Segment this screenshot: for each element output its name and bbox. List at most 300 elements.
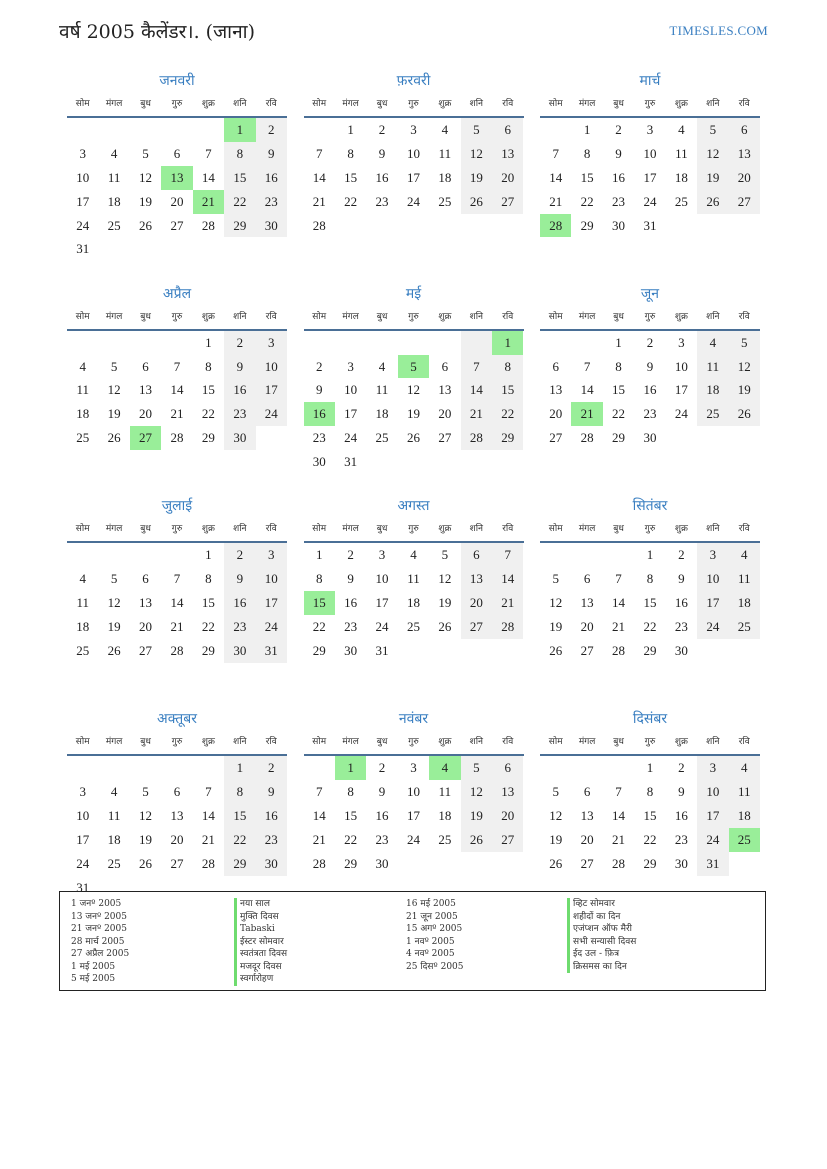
day-cell: 18 [107,831,121,847]
day-cell: 3 [410,122,417,137]
day-cell: 11 [438,783,452,799]
empty-cell [540,118,571,142]
day-cell: 5 [729,331,760,355]
weekday-label: शुक्र [438,311,452,322]
day-cell: 20 [729,166,760,190]
weekday-label: मंगल [578,311,596,322]
day-cell: 6 [583,571,591,587]
day-grid [540,118,760,237]
day-cell: 5 [697,118,728,142]
empty-cell [130,331,161,355]
day-cell: 28 [461,426,492,450]
legend-names-right [567,898,636,973]
weekday-label: मंगल [105,737,123,748]
day-cell: 18 [438,807,452,823]
day-cell: 10 [256,567,287,591]
day-cell: 15 [201,382,215,398]
weekday-label: गुरु [408,737,419,748]
day-cell: 3 [410,760,417,776]
day-cell: 13 [492,780,523,804]
weekday-label: सोम [312,99,327,109]
day-cell: 6 [552,358,559,374]
day-cell: 16 [224,378,255,402]
empty-cell [366,331,397,355]
day-cell: 6 [142,358,149,374]
holiday-date: 16 मई 2005 [406,899,456,909]
day-grid [304,331,524,474]
month-calendar [540,708,760,921]
day-cell: 11 [76,382,89,398]
day-cell: 1 [646,547,654,563]
weekday-label: शनि [706,524,720,535]
empty-cell [98,118,129,142]
day-cell: 30 [312,454,326,470]
day-grid [540,543,760,662]
day-cell: 1 [615,334,622,350]
weekday-label: मंगल [578,99,596,109]
day-cell: 22 [580,193,594,209]
day-cell: 17 [643,169,657,185]
weekday-label: बुध [613,311,624,322]
day-cell: 25 [438,193,452,209]
day-cell: 3 [378,547,386,563]
day-cell: 1 [224,756,255,780]
day-cell: 6 [441,358,449,374]
day-cell: 4 [441,122,449,137]
day-cell: 5 [552,571,559,587]
day-cell: 17 [375,595,389,611]
day-cell: 27 [580,642,594,658]
weekday-label: बुध [140,524,151,535]
day-cell: 18 [438,169,452,185]
day-cell: 6 [142,571,149,587]
day-cell: 23 [344,619,358,635]
day-cell: 6 [173,783,181,799]
day-cell: 29 [201,642,215,658]
day-cell: 5 [441,547,449,563]
weekday-label: गुरु [171,311,183,322]
day-cell: 23 [674,831,688,847]
day-cell: 23 [375,831,389,847]
holiday-name: स्वतंत्रता दिवस [234,948,287,961]
day-cell: 30 [256,852,287,876]
day-cell: 3 [697,756,728,780]
holiday-date: 28 मार्च 2005 [71,936,125,947]
weekday-label: शुक्र [674,737,688,748]
day-cell: 31 [76,241,90,257]
holiday-legend [59,891,766,991]
day-cell: 19 [139,831,153,847]
day-cell: 9 [646,358,654,374]
day-cell: 30 [256,214,287,238]
empty-cell [67,756,98,780]
day-grid [67,331,287,450]
weekday-label: सोम [548,99,563,109]
day-cell: 31 [643,217,657,233]
day-cell: 26 [729,402,760,426]
holiday-name: मुक्ति दिवस [234,911,287,924]
day-cell: 7 [552,145,559,161]
day-cell: 14 [580,382,594,398]
day-cell: 21 [170,406,184,422]
day-cell: 14 [170,595,184,611]
day-cell: 28 [612,855,626,871]
day-cell: 12 [107,382,121,398]
holiday-name: क्रिसमस का दिन [567,961,636,974]
day-cell: 25 [438,831,452,847]
day-cell: 21 [571,402,602,426]
day-cell: 27 [170,855,184,871]
day-cell: 11 [675,145,688,161]
weekday-label: शनि [706,737,720,748]
holiday-date: 21 जून 2005 [406,911,458,922]
day-cell: 28 [492,615,523,639]
day-cell: 22 [201,619,215,635]
weekday-label: शुक्र [674,524,688,535]
weekday-label: मंगल [105,311,123,322]
day-cell: 19 [406,406,420,422]
empty-cell [130,756,161,780]
day-cell: 8 [646,571,654,587]
empty-cell [161,331,192,355]
day-cell: 11 [375,382,389,398]
day-cell: 5 [142,783,149,799]
day-cell: 15 [304,591,335,615]
day-cell: 19 [697,166,728,190]
day-cell: 4 [110,783,118,799]
holiday-date: 1 जनº 2005 [71,899,122,909]
empty-cell [193,118,224,142]
day-cell: 18 [674,169,688,185]
day-cell: 11 [407,571,420,587]
day-cell: 25 [674,193,688,209]
day-cell: 29 [312,642,326,658]
weekday-header [304,305,524,331]
day-cell: 19 [461,166,492,190]
day-cell: 7 [615,783,622,799]
weekday-label: बुध [376,311,388,322]
day-cell: 7 [315,783,323,799]
legend-names-left [234,898,287,986]
day-cell: 21 [201,831,215,847]
weekday-label: शुक्र [201,311,215,322]
day-cell: 1 [205,334,212,350]
weekday-label: शनि [469,737,484,748]
day-cell: 2 [256,118,287,142]
day-cell: 30 [344,642,358,658]
holiday-name: मजदूर दिवस [234,961,287,974]
day-cell: 25 [729,615,760,639]
day-cell: 23 [375,193,389,209]
day-cell: 29 [344,855,358,871]
day-cell: 21 [492,591,523,615]
empty-cell [67,543,98,567]
empty-cell [429,331,460,355]
empty-cell [98,756,129,780]
day-cell: 9 [378,145,386,161]
day-cell: 8 [492,355,523,379]
holiday-name: एजंप्शन ऑफ मैरी [567,923,636,936]
holiday-date: 1 नवº 2005 [406,936,455,947]
day-cell: 29 [612,430,626,446]
day-cell: 14 [492,567,523,591]
weekday-label: बुध [376,524,388,535]
weekday-header [304,730,524,756]
day-cell: 26 [438,619,452,635]
day-cell: 2 [615,122,622,137]
month-calendar [540,495,760,708]
month-name: अक्तूबर [157,711,197,728]
day-cell: 4 [429,756,460,780]
day-cell: 15 [224,166,255,190]
day-cell: 22 [643,831,657,847]
day-cell: 27 [170,217,184,233]
day-cell: 22 [312,619,326,635]
day-cell: 22 [612,406,626,422]
day-cell: 2 [315,358,323,374]
day-cell: 4 [697,331,728,355]
day-cell: 21 [312,193,326,209]
weekday-label: शनि [706,99,720,109]
month-calendar [67,708,287,921]
day-cell: 2 [224,331,255,355]
weekday-label: रवि [265,311,277,322]
day-cell: 31 [256,639,287,663]
weekday-label: सोम [312,524,327,535]
day-cell: 17 [406,807,420,823]
weekday-label: रवि [502,737,514,748]
day-cell: 4 [110,145,118,161]
day-cell: 3 [256,331,287,355]
weekday-label: गुरु [408,311,419,322]
weekday-header [304,92,524,118]
weekday-label: बुध [613,524,624,535]
day-cell: 16 [224,591,255,615]
day-cell: 25 [107,855,121,871]
day-cell: 1 [205,547,212,563]
day-cell: 29 [201,430,215,446]
day-cell: 8 [347,783,354,799]
day-cell: 4 [79,358,86,374]
day-cell: 28 [170,642,184,658]
day-cell: 20 [461,591,492,615]
day-cell: 8 [205,358,212,374]
day-cell: 28 [312,855,326,871]
day-cell: 27 [438,430,452,446]
day-cell: 26 [461,828,492,852]
day-cell: 29 [643,855,657,871]
weekday-label: मंगल [105,524,123,535]
weekday-label: सोम [75,524,90,535]
day-cell: 16 [375,169,389,185]
day-cell: 28 [580,430,594,446]
holiday-name: Tabaski [234,923,287,936]
day-cell: 11 [729,780,760,804]
day-cell: 17 [697,804,728,828]
day-cell: 25 [107,217,121,233]
day-cell: 22 [224,190,255,214]
day-cell: 15 [344,807,358,823]
weekday-header [67,517,287,543]
day-cell: 24 [256,615,287,639]
day-cell: 27 [580,855,594,871]
month-calendar [304,70,524,283]
weekday-label: शुक्र [674,311,688,322]
day-grid [67,543,287,662]
day-cell: 12 [549,807,563,823]
day-cell: 9 [678,571,685,587]
day-cell: 19 [461,804,492,828]
weekday-label: सोम [548,311,563,322]
day-cell: 10 [643,145,657,161]
empty-cell [304,331,335,355]
day-cell: 18 [406,595,420,611]
weekday-label: रवि [738,524,750,535]
day-cell: 17 [256,591,287,615]
day-cell: 24 [406,831,420,847]
day-cell: 9 [256,142,287,166]
day-cell: 22 [224,828,255,852]
day-cell: 12 [729,355,760,379]
weekday-label: मंगल [105,99,123,109]
day-cell: 13 [139,382,153,398]
weekday-label: शुक्र [201,99,215,109]
weekday-label: मंगल [342,99,359,109]
empty-cell [98,543,129,567]
day-cell: 18 [729,804,760,828]
day-cell: 27 [130,426,161,450]
weekday-header [540,517,760,543]
day-cell: 12 [461,780,492,804]
month-name: अगस्त [397,498,430,515]
day-cell: 27 [492,190,523,214]
day-cell: 7 [315,145,323,161]
weekday-label: रवि [738,99,750,109]
day-cell: 21 [170,619,184,635]
day-cell: 2 [347,547,354,563]
day-cell: 15 [201,595,215,611]
weekday-label: शनि [233,99,247,109]
day-cell: 1 [583,122,591,137]
day-grid [67,118,287,261]
day-cell: 8 [646,783,654,799]
day-cell: 2 [646,334,654,350]
day-cell: 5 [461,118,492,142]
day-cell: 19 [139,193,153,209]
weekday-label: रवि [265,99,277,109]
day-cell: 22 [201,406,215,422]
day-cell: 10 [375,571,389,587]
holiday-date: 13 जनº 2005 [71,911,127,922]
day-cell: 6 [173,145,181,161]
day-cell: 11 [107,169,121,185]
day-cell: 26 [107,642,121,658]
day-cell: 14 [170,382,184,398]
day-cell: 20 [492,804,523,828]
day-cell: 8 [205,571,212,587]
day-cell: 8 [224,142,255,166]
day-cell: 20 [139,406,153,422]
day-cell: 23 [674,619,688,635]
day-cell: 8 [315,571,323,587]
day-cell: 26 [406,430,420,446]
day-cell: 7 [492,543,523,567]
day-cell: 10 [697,567,728,591]
day-cell: 13 [549,382,563,398]
day-cell: 11 [729,567,760,591]
day-cell: 2 [378,760,386,776]
day-cell: 30 [674,855,688,871]
empty-cell [304,118,335,142]
day-cell: 6 [492,118,523,142]
weekday-label: गुरु [408,524,419,535]
day-cell: 28 [312,217,326,233]
day-cell: 30 [375,855,389,871]
day-cell: 20 [170,193,184,209]
day-cell: 15 [224,804,255,828]
site-link[interactable]: TIMESLES.COM [669,23,768,38]
day-cell: 13 [170,807,184,823]
day-cell: 12 [438,571,452,587]
day-cell: 30 [612,217,626,233]
weekday-label: शुक्र [201,737,215,748]
day-cell: 28 [170,430,184,446]
day-cell: 26 [139,855,153,871]
day-cell: 29 [643,642,657,658]
empty-cell [461,331,492,355]
empty-cell [603,756,634,780]
month-calendar [304,708,524,921]
empty-cell [603,543,634,567]
day-cell: 16 [304,402,335,426]
day-cell: 23 [256,828,287,852]
weekday-label: शनि [233,524,247,535]
month-name: मई [405,285,422,302]
day-cell: 16 [612,169,626,185]
day-cell: 15 [643,807,657,823]
month-calendar [304,495,524,708]
day-cell: 1 [492,331,523,355]
day-cell: 18 [697,378,728,402]
day-cell: 26 [549,855,563,871]
day-cell: 14 [312,169,326,185]
day-cell: 31 [375,642,389,658]
day-cell: 17 [76,831,90,847]
month-calendar [67,283,287,496]
day-cell: 11 [107,807,121,823]
day-cell: 14 [612,807,626,823]
month-calendar [304,283,524,496]
weekday-header [540,92,760,118]
day-cell: 16 [344,595,358,611]
day-cell: 2 [256,756,287,780]
month-name: दिसंबर [632,711,668,728]
weekday-header [304,517,524,543]
day-cell: 8 [224,780,255,804]
day-cell: 6 [461,543,492,567]
empty-cell [398,331,429,355]
holiday-name: शहीदों का दिन [567,911,636,924]
weekday-label: शुक्र [438,99,452,109]
day-cell: 20 [438,406,452,422]
day-cell: 18 [729,591,760,615]
day-cell: 10 [344,382,358,398]
weekday-header [67,92,287,118]
weekday-label: गुरु [408,99,419,109]
day-cell: 12 [697,142,728,166]
day-cell: 14 [312,807,326,823]
day-cell: 5 [461,756,492,780]
